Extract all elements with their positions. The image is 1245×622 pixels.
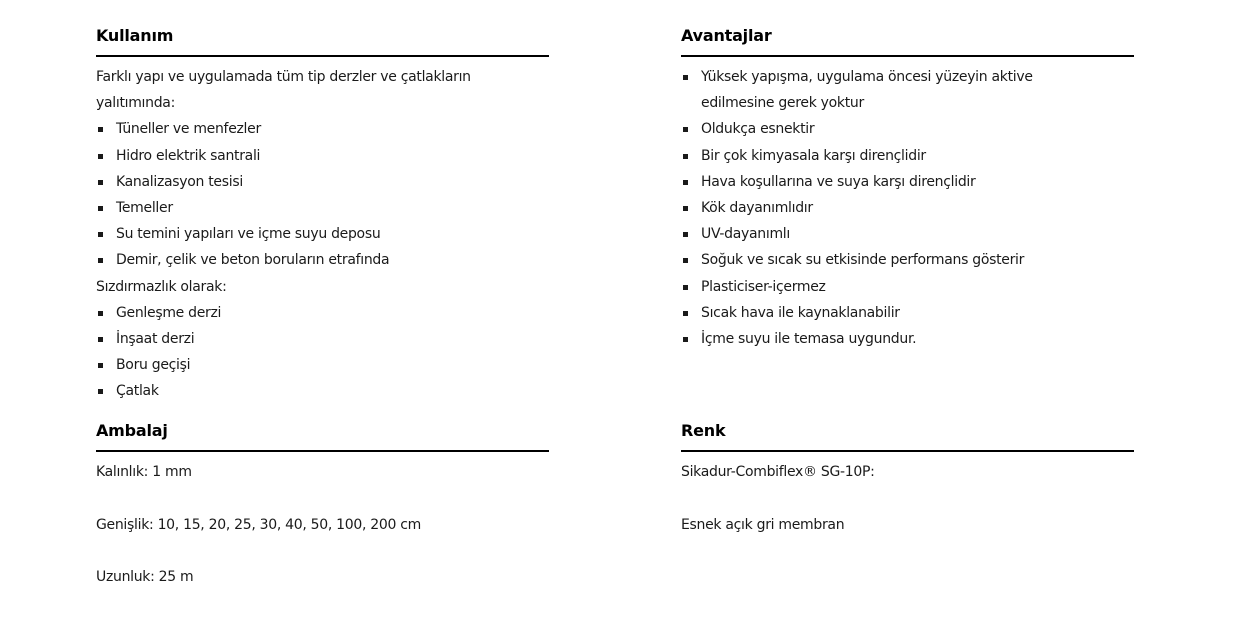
list-item [96, 169, 549, 195]
section-renk [681, 421, 1134, 564]
list-item-text: Hava koşullarına ve suya karşı dirençlidir [701, 173, 976, 190]
list-item-text: Oldukça esnektir [701, 121, 815, 138]
list-item [96, 326, 549, 352]
list-item-text: Bir çok kimyasala karşı dirençlidir [701, 147, 926, 164]
list-item [681, 143, 1081, 169]
bullet-icon [98, 154, 103, 159]
section-title-avantajlar: Avantajlar [681, 26, 1134, 57]
bullet-icon [683, 127, 688, 132]
list-item-text: Su temini yapıları ve içme suyu deposu [116, 226, 381, 243]
section-title-ambalaj: Ambalaj [96, 421, 549, 452]
list-item [681, 64, 1081, 116]
list-item-text: UV-dayanımlı [701, 226, 790, 243]
list-item [96, 143, 549, 169]
list-item-text: Soğuk ve sıcak su etkisinde performans gösterir [701, 252, 1025, 269]
renk-color: Esnek açık gri membran [681, 516, 845, 533]
bullet-icon [98, 258, 103, 263]
kullanim-intro: Farklı yapı ve uygulamada tüm tip derzler ve çatlakların yalıtımında: [96, 69, 471, 112]
bullet-icon [98, 337, 103, 342]
kullanim-list-sealing [96, 300, 549, 405]
bullet-icon [683, 285, 688, 290]
list-item-text: Kanalizasyon tesisi [116, 173, 243, 190]
ambalaj-thickness: Kalınlık: 1 mm [96, 464, 192, 480]
bullet-icon [98, 232, 103, 237]
list-item [96, 300, 549, 326]
section-title-renk: Renk [681, 421, 1134, 452]
bullet-icon [98, 363, 103, 368]
list-item [681, 221, 1081, 247]
list-item-text: Temeller [116, 200, 173, 217]
bullet-icon [683, 180, 688, 185]
list-item [96, 221, 549, 247]
ambalaj-length: Uzunluk: 25 m [96, 569, 194, 585]
bullet-icon [683, 75, 688, 80]
list-item-text: Boru geçişi [116, 357, 191, 374]
list-item-text: Genleşme derzi [116, 304, 222, 321]
list-item-text: İnşaat derzi [116, 331, 195, 348]
list-item-text: İçme suyu ile temasa uygundur. [701, 331, 917, 348]
section-avantajlar [681, 26, 1134, 352]
list-item [96, 116, 549, 142]
list-item [681, 169, 1081, 195]
list-item [96, 352, 549, 378]
list-item-text: Hidro elektrik santrali [116, 147, 261, 164]
bullet-icon [98, 389, 103, 394]
bullet-icon [98, 127, 103, 132]
bullet-icon [98, 206, 103, 211]
list-item [96, 195, 549, 221]
bullet-icon [98, 180, 103, 185]
bullet-icon [683, 311, 688, 316]
list-item-text: Sıcak hava ile kaynaklanabilir [701, 304, 900, 321]
section-ambalaj [96, 421, 549, 617]
section-kullanim [96, 26, 549, 405]
bullet-icon [683, 258, 688, 263]
kullanim-list-areas [96, 116, 549, 273]
bullet-icon [683, 337, 688, 342]
list-item [96, 247, 549, 273]
list-item [681, 300, 1081, 326]
list-item-text: Çatlak [116, 383, 159, 400]
renk-product: Sikadur-Combiflex® SG-10P: [681, 464, 875, 480]
list-item [681, 326, 1081, 352]
list-item [681, 274, 1081, 300]
list-item-text: Plasticiser-içermez [701, 278, 826, 295]
list-item-text: Demir, çelik ve beton boruların etrafında [116, 252, 390, 269]
list-item-text: Yüksek yapışma, uygulama öncesi yüzeyin aktive edilmesine gerek yoktur [701, 69, 1033, 112]
ambalaj-width: Genişlik: 10, 15, 20, 25, 30, 40, 50, 100, 200 cm [96, 516, 422, 533]
section-title-kullanim: Kullanım [96, 26, 549, 57]
list-item-text: Tüneller ve menfezler [116, 121, 261, 138]
kullanim-subheading: Sızdırmazlık olarak: [96, 278, 227, 295]
avantajlar-list [681, 64, 1081, 352]
bullet-icon [683, 154, 688, 159]
list-item [96, 378, 549, 404]
list-item [681, 116, 1081, 142]
bullet-icon [683, 232, 688, 237]
bullet-icon [683, 206, 688, 211]
list-item [681, 195, 1081, 221]
bullet-icon [98, 311, 103, 316]
list-item [681, 247, 1081, 273]
list-item-text: Kök dayanımlıdır [701, 200, 813, 217]
